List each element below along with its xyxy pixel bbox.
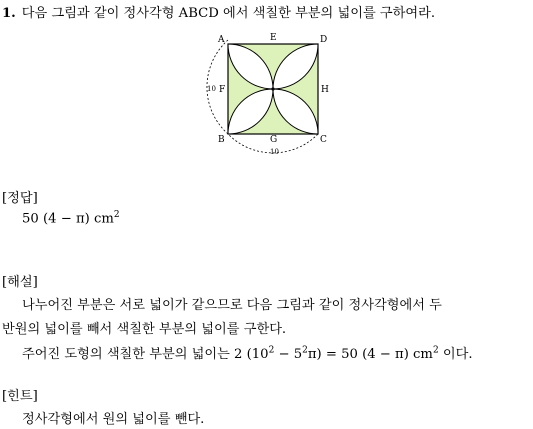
expl-line3-d: 이다.	[438, 347, 473, 362]
dim-bottom: 10	[270, 148, 279, 156]
label-F: F	[219, 85, 226, 95]
answer-expression	[22, 210, 120, 226]
label-B: B	[218, 135, 225, 145]
explanation-line-3	[22, 343, 473, 362]
question	[2, 2, 435, 21]
question-text: 다음 그림과 같이 정사각형 ABCD 에서 색칠한 부분의 넓이를 구하여라.	[21, 6, 436, 21]
expl-line3-sup2: 2	[302, 345, 308, 356]
label-G: G	[270, 135, 278, 145]
hint-header: [힌트]	[2, 389, 38, 404]
dim-left: 10	[207, 85, 216, 93]
square-figure	[198, 30, 338, 160]
label-E: E	[270, 33, 277, 43]
expl-line3-sup3: 2	[432, 345, 439, 356]
explanation-header: [해설]	[2, 275, 38, 290]
answer-header: [정답]	[2, 191, 38, 206]
label-C: C	[320, 135, 327, 145]
label-D: D	[320, 35, 328, 45]
expl-line3-c: π) = 50 (4 − π) cm	[307, 347, 433, 362]
center-dot	[271, 87, 274, 90]
explanation-line-1: 나누어진 부분은 서로 넓이가 같으므로 다음 그림과 같이 정사각형에서 두	[22, 298, 442, 313]
explanation-line-2: 반원의 넓이를 빼서 색칠한 부분의 넓이를 구한다.	[2, 322, 287, 337]
answer-expr-main: 50 (4 − π) cm	[22, 211, 114, 227]
answer-expr-sup: 2	[113, 210, 120, 220]
expl-line3-sup1: 2	[268, 345, 275, 356]
expl-line3-b: − 5	[274, 347, 303, 362]
question-number: 1.	[2, 6, 16, 21]
expl-line3-a: 주어진 도형의 색칠한 부분의 넓이는 2 (10	[22, 347, 269, 362]
hint-text: 정사각형에서 원의 넓이를 뺀다.	[22, 412, 205, 427]
label-A: A	[218, 35, 225, 45]
label-H: H	[321, 85, 329, 95]
